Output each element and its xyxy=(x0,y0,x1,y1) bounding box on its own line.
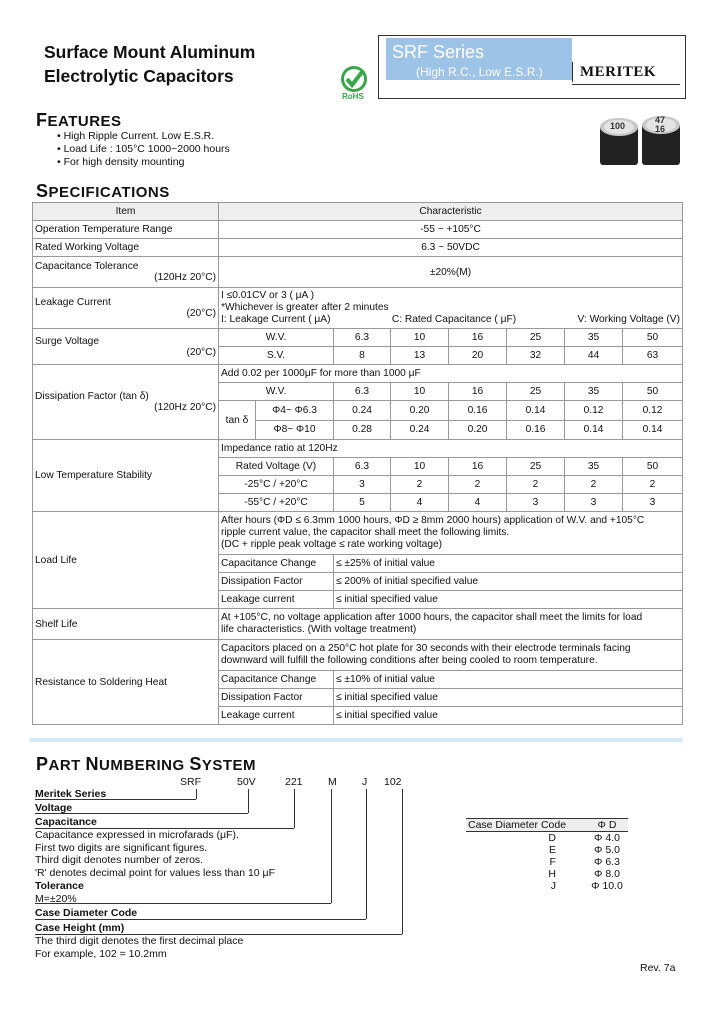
rohs-label: RoHS xyxy=(342,92,364,101)
table-cell: 3 xyxy=(565,494,623,512)
code-voltage: 50V xyxy=(237,776,256,788)
leakage-legend-v: V: Working Voltage (V) xyxy=(577,314,680,325)
leakage-cond: (20°C) xyxy=(186,308,216,319)
surge-sv-label: S.V. xyxy=(219,347,334,365)
pn-heading-part: ART xyxy=(48,757,86,774)
df-wv-label: W.V. xyxy=(219,383,334,401)
table-cell: 13 xyxy=(391,347,449,365)
brand-logo: MERITEK xyxy=(580,64,657,80)
pn-capacitance: Capacitance xyxy=(35,816,97,828)
connector-line xyxy=(402,789,403,934)
pn-heading-part: P xyxy=(36,754,49,774)
cap-tol-cond: (120Hz 20°C) xyxy=(154,272,216,283)
connector-line xyxy=(196,789,197,799)
lts-r1-label: -25°C / +20°C xyxy=(219,476,334,494)
table-cell: 50 xyxy=(623,383,683,401)
series-name: SRF Series xyxy=(392,42,485,62)
cap-marking: 100 xyxy=(610,121,626,131)
df-tan-label: tan δ xyxy=(219,401,256,439)
cap-tol-value: ±20%(M) xyxy=(219,257,683,288)
leakage-legend xyxy=(221,314,680,326)
table-row xyxy=(33,239,683,257)
table-cell: 2 xyxy=(507,476,565,494)
table-row xyxy=(33,640,683,671)
code-case-height: 102 xyxy=(384,776,402,788)
table-cell: 0.24 xyxy=(391,420,449,440)
table-cell: 25 xyxy=(507,383,565,401)
features-heading-rest: EATURES xyxy=(47,113,122,130)
lts-r2-label: -55°C / +20°C xyxy=(219,494,334,512)
pn-capacitance-desc xyxy=(35,829,275,879)
table-cell: 6.3 xyxy=(334,383,391,401)
table-row xyxy=(466,880,628,892)
table-cell: 4 xyxy=(449,494,507,512)
load-life-line: (DC + ripple peak voltage ≤ rate working voltage) xyxy=(221,539,443,550)
solder-line: downward will fulfill the following conditions after being cooled to room temperature. xyxy=(221,655,598,666)
load-life-value: ≤ initial specified value xyxy=(334,591,683,609)
table-header-row xyxy=(466,819,628,832)
df-label: Dissipation Factor (tan δ) xyxy=(35,391,149,402)
capacitor-photo xyxy=(598,115,682,167)
lts-label: Low Temperature Stability xyxy=(33,440,219,512)
lts-note: Impedance ratio at 120Hz xyxy=(219,440,683,458)
table-cell: 3 xyxy=(334,476,391,494)
table-cell: 25 xyxy=(507,329,565,347)
solder-value: ≤ initial specified value xyxy=(334,707,683,725)
rohs-logo xyxy=(338,64,370,104)
table-cell: 16 xyxy=(449,383,507,401)
table-cell: 6.3 xyxy=(334,458,391,476)
page-title xyxy=(44,40,255,88)
table-cell: 16 xyxy=(449,329,507,347)
rated-voltage-label: Rated Working Voltage xyxy=(33,239,219,257)
cap-tol-label: Capacitance Tolerance xyxy=(35,261,139,272)
load-life-value: ≤ 200% of initial specified value xyxy=(334,573,683,591)
shelf-life-line: life characteristics. (With voltage treatment) xyxy=(221,624,417,635)
load-life-line: ripple current value, the capacitor shall meet the following limits. xyxy=(221,527,510,538)
features-heading xyxy=(36,110,122,131)
table-cell: 0.16 xyxy=(507,420,565,440)
connector-line xyxy=(248,789,249,813)
cd-code: F xyxy=(549,856,556,868)
code-case-dia: J xyxy=(362,776,368,788)
cd-code: E xyxy=(548,844,556,856)
table-row xyxy=(466,832,628,845)
leakage-cell xyxy=(33,288,219,329)
cd-dia: Φ 10.0 xyxy=(591,880,623,892)
df-cell xyxy=(33,365,219,440)
cd-header-code: Case Diameter Code xyxy=(466,819,586,832)
specifications-table xyxy=(32,202,683,725)
connector-line xyxy=(294,789,295,828)
cap-marking: 47 xyxy=(655,115,666,125)
table-row xyxy=(33,329,683,347)
cd-code: H xyxy=(548,868,556,880)
pn-tolerance-value: M=±20% xyxy=(35,893,77,905)
table-cell: 0.20 xyxy=(391,401,449,421)
title-line-1: Surface Mount Aluminum xyxy=(44,42,256,62)
df-tan-cell xyxy=(219,401,334,440)
df-tan-subtable xyxy=(219,401,333,439)
table-cell: 0.24 xyxy=(334,401,391,421)
leakage-label: Leakage Current xyxy=(35,297,111,308)
cd-header-dia: Φ D xyxy=(586,819,628,832)
code-series: SRF xyxy=(180,776,201,788)
spec-heading-rest: PECIFICATIONS xyxy=(48,184,170,201)
pn-case-diameter: Case Diameter Code xyxy=(35,907,138,919)
table-row xyxy=(33,440,683,458)
case-diameter-table xyxy=(466,818,628,892)
pn-heading-part: S xyxy=(189,754,202,774)
solder-key: Capacitance Change xyxy=(219,671,334,689)
title-line-2: Electrolytic Capacitors xyxy=(44,66,234,86)
table-cell: 10 xyxy=(391,329,449,347)
cap-tol-cell xyxy=(33,257,219,288)
leakage-formula: I ≤0.01CV or 3 ( μA ) xyxy=(221,290,314,301)
pn-desc-line: 'R' denotes decimal point for values less than 10 μF xyxy=(35,866,276,879)
table-cell: 63 xyxy=(623,347,683,365)
table-cell: 2 xyxy=(565,476,623,494)
table-cell: 20 xyxy=(449,347,507,365)
code-capacitance: 221 xyxy=(285,776,303,788)
table-cell: 4 xyxy=(391,494,449,512)
load-life-key: Dissipation Factor xyxy=(219,573,334,591)
surge-label: Surge Voltage xyxy=(35,335,100,347)
cd-dia: Φ 5.0 xyxy=(594,844,620,856)
feature-item: • For high density mounting xyxy=(57,156,230,169)
spec-heading-cap: S xyxy=(36,181,49,201)
section-strip xyxy=(30,738,682,742)
table-row xyxy=(466,868,628,880)
code-tolerance: M xyxy=(328,776,337,788)
feature-item: • High Ripple Current. Low E.S.R. xyxy=(57,130,230,143)
table-row xyxy=(466,844,628,856)
table-cell: 35 xyxy=(565,329,623,347)
features-heading-cap: F xyxy=(36,110,48,130)
specifications-heading xyxy=(36,181,170,202)
pn-case-height-desc xyxy=(35,935,243,960)
table-cell: 10 xyxy=(391,458,449,476)
surge-cell xyxy=(33,329,219,365)
pn-heading-part: UMBERING xyxy=(99,757,190,774)
table-row xyxy=(33,365,683,383)
cd-dia: Φ 8.0 xyxy=(594,868,620,880)
solder-value: ≤ ±10% of initial value xyxy=(334,671,683,689)
pn-desc-line: Capacitance expressed in microfarads (μF). xyxy=(35,829,239,841)
pn-case-height: Case Height (mm) xyxy=(35,922,125,934)
col-characteristic-header: Characteristic xyxy=(219,203,683,221)
solder-label: Resistance to Soldering Heat xyxy=(33,640,219,725)
shelf-life-desc xyxy=(219,609,683,640)
table-cell: 0.14 xyxy=(507,401,565,421)
pn-desc-line: The third digit denotes the first decimal place xyxy=(35,935,244,947)
table-cell: 44 xyxy=(565,347,623,365)
table-cell: 3 xyxy=(507,494,565,512)
table-row xyxy=(33,257,683,288)
leakage-note: *Whichever is greater after 2 minutes xyxy=(221,302,389,313)
solder-desc xyxy=(219,640,683,671)
connector-line xyxy=(35,919,366,920)
surge-wv-label: W.V. xyxy=(219,329,334,347)
surge-cond: (20°C) xyxy=(186,346,216,358)
table-row xyxy=(466,856,628,868)
df-note: Add 0.02 per 1000μF for more than 1000 μF xyxy=(219,365,683,383)
pn-meritek-series: Meritek Series xyxy=(35,788,107,800)
leakage-legend-c: C: Rated Capacitance ( μF) xyxy=(391,314,517,325)
table-cell: 6.3 xyxy=(334,329,391,347)
table-cell: 10 xyxy=(391,383,449,401)
table-header-row xyxy=(33,203,683,221)
solder-key: Dissipation Factor xyxy=(219,689,334,707)
table-cell: 50 xyxy=(623,458,683,476)
table-cell: 35 xyxy=(565,458,623,476)
cap-marking: 16 xyxy=(655,124,666,134)
table-row xyxy=(33,609,683,640)
load-life-desc xyxy=(219,512,683,555)
connector-line xyxy=(35,903,331,904)
leakage-legend-i: I: Leakage Current ( μA) xyxy=(221,314,331,325)
table-cell: 2 xyxy=(623,476,683,494)
table-cell: 0.16 xyxy=(449,401,507,421)
cd-code: J xyxy=(550,880,556,892)
load-life-label: Load Life xyxy=(33,512,219,609)
table-cell: 0.20 xyxy=(449,420,507,440)
pn-heading-part: YSTEM xyxy=(201,757,257,774)
cd-code: D xyxy=(548,832,556,844)
load-life-key: Leakage current xyxy=(219,591,334,609)
table-cell: 0.12 xyxy=(565,401,623,421)
connector-line xyxy=(366,789,367,919)
features-list xyxy=(57,130,230,169)
table-cell: 0.12 xyxy=(623,401,683,421)
pn-desc-line: Third digit denotes number of zeros. xyxy=(35,854,204,866)
series-subtitle: (High R.C., Low E.S.R.) xyxy=(416,65,543,79)
pn-tolerance: Tolerance xyxy=(35,880,84,892)
table-row xyxy=(33,288,683,329)
df-cond: (120Hz 20°C) xyxy=(154,402,216,413)
table-cell: 0.14 xyxy=(565,420,623,440)
col-item-header: Item xyxy=(33,203,219,221)
cd-dia: Φ 4.0 xyxy=(594,832,620,844)
table-cell: 2 xyxy=(391,476,449,494)
table-cell: 16 xyxy=(449,458,507,476)
shelf-life-line: At +105°C, no voltage application after 1000 hours, the capacitor shall meet the limits for load xyxy=(221,612,643,623)
table-cell: 5 xyxy=(334,494,391,512)
load-life-value: ≤ ±25% of initial value xyxy=(334,555,683,573)
rated-voltage-value: 6.3 ~ 50VDC xyxy=(219,239,683,257)
table-row xyxy=(33,221,683,239)
brand-underline xyxy=(572,84,680,85)
table-cell: 8 xyxy=(334,347,391,365)
table-cell: 35 xyxy=(565,383,623,401)
pn-heading-part: N xyxy=(85,754,100,774)
op-temp-value: -55 ~ +105°C xyxy=(219,221,683,239)
shelf-life-label: Shelf Life xyxy=(33,609,219,640)
load-life-line: After hours (ΦD ≤ 6.3mm 1000 hours, ΦD ≥ 8mm 2000 hours) application of W.V. and +105°C xyxy=(221,515,645,526)
table-cell: 32 xyxy=(507,347,565,365)
revision-label: Rev. 7a xyxy=(640,962,676,974)
load-life-key: Capacitance Change xyxy=(219,555,334,573)
table-cell: 0.28 xyxy=(334,420,391,440)
cd-dia: Φ 6.3 xyxy=(594,856,620,868)
connector-line xyxy=(331,789,332,903)
pn-voltage: Voltage xyxy=(35,802,73,814)
lts-rv-label: Rated Voltage (V) xyxy=(219,458,334,476)
table-cell: 2 xyxy=(449,476,507,494)
part-numbering-heading xyxy=(36,754,256,775)
table-cell: 25 xyxy=(507,458,565,476)
solder-key: Leakage current xyxy=(219,707,334,725)
table-row xyxy=(33,512,683,555)
df-row1-label: Φ4~ Φ6.3 xyxy=(256,401,334,420)
table-cell: 0.14 xyxy=(623,420,683,440)
solder-line: Capacitors placed on a 250°C hot plate for 30 seconds with their electrode terminals facing xyxy=(221,643,631,654)
solder-value: ≤ initial specified value xyxy=(334,689,683,707)
df-row2-label: Φ8~ Φ10 xyxy=(273,424,316,436)
pn-desc-line: First two digits are significant figures. xyxy=(35,841,208,854)
op-temp-label: Operation Temperature Range xyxy=(33,221,219,239)
feature-item: • Load Life : 105°C 1000~2000 hours xyxy=(57,143,230,156)
pn-desc-line: For example, 102 = 10.2mm xyxy=(35,947,167,960)
table-cell: 3 xyxy=(623,494,683,512)
leakage-value-cell xyxy=(219,288,683,329)
table-cell: 50 xyxy=(623,329,683,347)
